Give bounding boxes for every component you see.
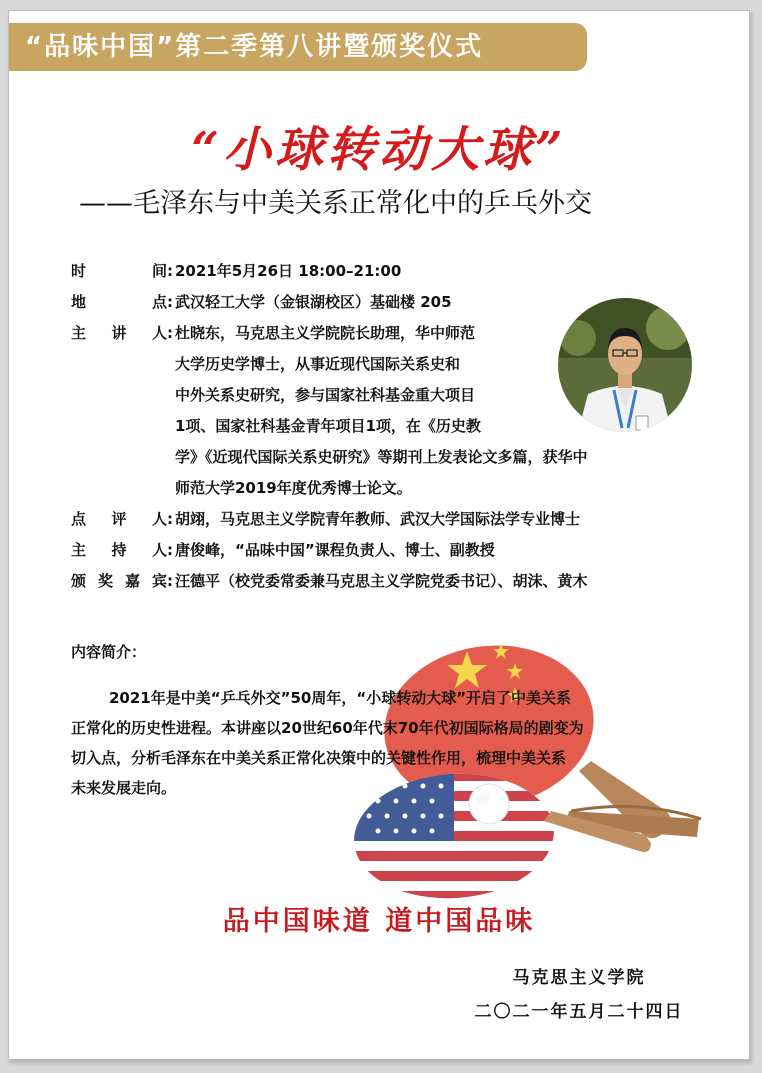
time-row: 时 间 : 2021年5月26日 18:00–21:00 — [71, 256, 588, 287]
speaker-bio-line: 大学历史学博士，从事近现代国际关系史和 — [175, 355, 461, 373]
poster-page — [8, 10, 750, 1060]
presenters-row: 颁 奖 嘉 宾 : 汪德平（校党委常委兼马克思主义学院党委书记）、胡沫、黄木 — [71, 566, 588, 597]
host-value: 唐俊峰，“品味中国”课程负责人、博士、副教授 — [175, 541, 495, 559]
slogan: 品中国味道 道中国品味 — [222, 906, 536, 937]
organizer: 马克思主义学院 — [512, 968, 646, 988]
speaker-label: 主 讲 人 — [71, 324, 167, 342]
event-info — [71, 256, 588, 597]
time-label: 时 间 — [71, 262, 167, 280]
speaker-bio-line: 师范大学2019年度优秀博士论文。 — [175, 479, 412, 497]
place-label: 地 点 — [71, 293, 167, 311]
place-row: 地 点 : 武汉轻工大学（金银湖校区）基础楼 205 — [71, 287, 588, 318]
poster-subtitle: ——毛泽东与中美关系正常化中的乒乓外交 — [79, 188, 592, 219]
presenters-label: 颁 奖 嘉 宾 — [71, 572, 167, 590]
speaker-bio-line: 中外关系史研究，参与国家社科基金重大项目 — [175, 386, 476, 404]
speaker-bio-line: 杜晓东，马克思主义学院院长助理，华中师范 — [175, 324, 476, 342]
speaker-row: 主 讲 人 : 杜晓东，马克思主义学院院长助理，华中师范 — [71, 318, 588, 349]
time-value: 2021年5月26日 18:00–21:00 — [175, 262, 402, 280]
reviewer-row: 点 评 人 : 胡翊，马克思主义学院青年教师、武汉大学国际法学专业博士 — [71, 504, 588, 535]
issue-date: 二〇二一年五月二十四日 — [474, 1002, 684, 1022]
intro-line: 未来发展走向。 — [71, 779, 177, 797]
presenters-value: 汪德平（校党委常委兼马克思主义学院党委书记）、胡沫、黄木 — [175, 572, 588, 590]
speaker-bio-line: 1项、国家社科基金青年项目1项，在《历史教 — [175, 417, 481, 435]
event-banner: “品味中国”第二季第八讲暨颁奖仪式 — [9, 23, 587, 71]
host-row: 主 持 人 : 唐俊峰，“品味中国”课程负责人、博士、副教授 — [71, 535, 588, 566]
reviewer-value: 胡翊，马克思主义学院青年教师、武汉大学国际法学专业博士 — [175, 510, 581, 528]
speaker-bio-line: 学》《近现代国际关系史研究》等期刊上发表论文多篇，获华中 — [175, 448, 588, 466]
intro-line: 2021年是中美“乒乓外交”50周年，“小球转动大球”开启了中美关系 — [109, 689, 572, 707]
intro-line: 切入点，分析毛泽东在中美关系正常化决策中的关键性作用，梳理中美关系 — [71, 749, 567, 767]
host-label: 主 持 人 — [71, 541, 167, 559]
intro-heading: 内容简介： — [71, 643, 147, 661]
speaker-photo — [558, 298, 692, 432]
reviewer-label: 点 评 人 — [71, 510, 167, 528]
intro-line: 正常化的历史性进程。本讲座以20世纪60年代末70年代初国际格局的剧变为 — [71, 719, 584, 737]
place-value: 武汉轻工大学（金银湖校区）基础楼 205 — [175, 293, 452, 311]
intro-paragraph — [71, 683, 701, 803]
poster-title: “小球转动大球” — [191, 122, 567, 178]
